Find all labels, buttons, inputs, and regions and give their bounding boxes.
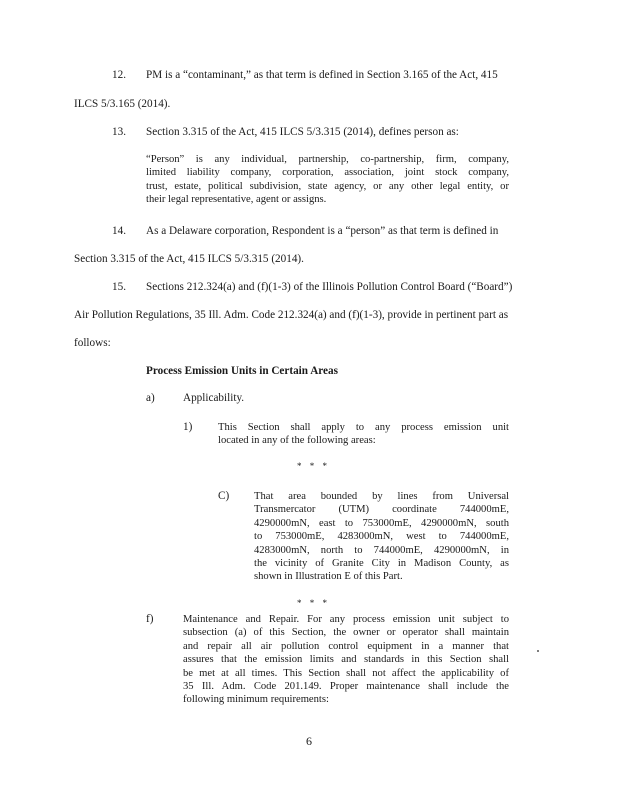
subsection-a-text: Applicability. [183, 392, 245, 404]
item-c-line: shown in Illustration E of this Part. [254, 571, 403, 583]
item-1-line: This Section shall apply to any process emission unit [218, 422, 509, 433]
para-14-number: 14. [112, 225, 126, 237]
item-c-line: That area bounded by lines from Universal [254, 491, 509, 502]
person-definition-quote [146, 153, 509, 207]
item-c-line: 4290000mN, east to 753000mE, 4290000mN, south [254, 517, 509, 529]
para-15-line-3: follows: [74, 337, 111, 349]
item-c-text [254, 490, 509, 584]
subsection-f-line: following minimum requirements: [183, 694, 329, 706]
para-12-line-1: PM is a “contaminant,” as that term is defined in Section 3.165 of the Act, 415 [146, 69, 498, 81]
quote-line: limited liability company, corporation, association, joint stock company, [146, 167, 509, 179]
item-c-label: C) [218, 490, 230, 502]
ellipsis-stars: * * * [297, 461, 330, 471]
subsection-f-line: assures that the emission limits and standards in this Section shall [183, 654, 509, 666]
item-c-line: 4283000mN, north to 744000mE, 4290000mN, in [254, 544, 509, 556]
item-1-text [218, 421, 509, 448]
item-1-line: located in any of the following areas: [218, 435, 376, 447]
para-14-line-2: Section 3.315 of the Act, 415 ILCS 5/3.315 (2014). [74, 253, 304, 265]
quote-line: their legal representative, agent or assigns. [146, 194, 327, 206]
item-c-line: to 753000mE, 4283000mN, west to 744000mE, [254, 531, 509, 543]
para-15-number: 15. [112, 281, 126, 293]
para-13-number: 13. [112, 126, 126, 138]
ellipsis-stars: * * * [297, 598, 330, 608]
para-12-line-2: ILCS 5/3.165 (2014). [74, 98, 171, 110]
quote-line: trust, estate, political subdivision, state agency, or any other legal entity, or [146, 180, 509, 192]
para-15-line-1: Sections 212.324(a) and (f)(1-3) of the Illinois Pollution Control Board (“Board”) [146, 281, 513, 293]
page-number: 6 [306, 734, 312, 748]
item-c-line: the vicinity of Granite City in Madison County, as [254, 557, 509, 569]
item-c-line: Transmercator (UTM) coordinate 744000mE, [254, 504, 509, 516]
subsection-f-line: 35 Ill. Adm. Code 201.149. Proper maintenance shall include the [183, 680, 509, 692]
subsection-a-label: a) [146, 392, 155, 404]
quote-line: “Person” is any individual, partnership, co-partnership, firm, company, [146, 154, 509, 165]
para-12-number: 12. [112, 69, 126, 81]
item-1-label: 1) [183, 421, 193, 433]
subsection-f-text [183, 613, 509, 707]
para-15-line-2: Air Pollution Regulations, 35 Ill. Adm. Code 212.324(a) and (f)(1-3), provide in pertinent part as [74, 309, 509, 321]
para-14-line-1: As a Delaware corporation, Respondent is a “person” as that term is defined in [146, 225, 499, 237]
para-13-line-1: Section 3.315 of the Act, 415 ILCS 5/3.315 (2014), defines person as: [146, 126, 459, 138]
subsection-f-line: be met at all times. This Section shall not affect the applicability of [183, 667, 509, 679]
subsection-f-line: and repair all air pollution control equipment in a manner that [183, 640, 509, 652]
regulation-heading: Process Emission Units in Certain Areas [146, 365, 338, 377]
scan-speck [537, 650, 539, 652]
subsection-f-line: Maintenance and Repair. For any process emission unit subject to [183, 614, 509, 625]
subsection-f-line: subsection (a) of this Section, the owner or operator shall maintain [183, 627, 509, 639]
subsection-f-label: f) [146, 613, 154, 625]
